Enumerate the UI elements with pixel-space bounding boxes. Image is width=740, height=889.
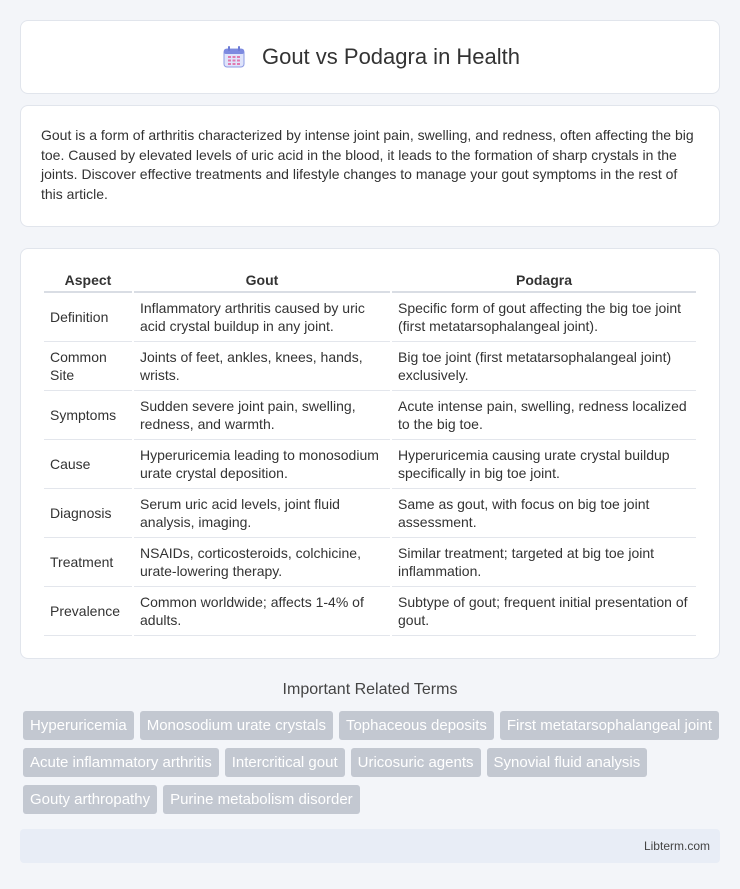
related-term-tag[interactable]: Monosodium urate crystals bbox=[140, 711, 333, 740]
column-header-podagra: Podagra bbox=[392, 269, 696, 293]
related-term-tag[interactable]: Acute inflammatory arthritis bbox=[23, 748, 219, 777]
table-cell-aspect: Cause bbox=[44, 440, 132, 489]
table-cell-podagra: Similar treatment; targeted at big toe joint inflammation. bbox=[392, 538, 696, 587]
table-cell-podagra: Same as gout, with focus on big toe joint assessment. bbox=[392, 489, 696, 538]
related-term-tag[interactable]: Uricosuric agents bbox=[351, 748, 481, 777]
table-cell-gout: Inflammatory arthritis caused by uric acid crystal buildup in any joint. bbox=[134, 293, 390, 342]
intro-text: Gout is a form of arthritis characterized by intense joint pain, swelling, and redness, often affecting the big toe. Caused by elevated levels of uric acid in the blood, it leads to the formation of sharp crystals in the joints. Discover effective treatments and lifestyle changes to manage your gout symptoms in the rest of this article. bbox=[41, 127, 694, 202]
related-term-tag[interactable]: Tophaceous deposits bbox=[339, 711, 494, 740]
related-terms-list bbox=[23, 711, 720, 814]
related-term-tag[interactable]: Purine metabolism disorder bbox=[163, 785, 360, 814]
table-cell-gout: NSAIDs, corticosteroids, colchicine, urate-lowering therapy. bbox=[134, 538, 390, 587]
page-header bbox=[20, 20, 720, 94]
table-row bbox=[44, 293, 696, 342]
table-cell-gout: Sudden severe joint pain, swelling, redness, and warmth. bbox=[134, 391, 390, 440]
table-row bbox=[44, 538, 696, 587]
table-cell-aspect: Common Site bbox=[44, 342, 132, 391]
table-cell-gout: Serum uric acid levels, joint fluid analysis, imaging. bbox=[134, 489, 390, 538]
table-cell-aspect: Definition bbox=[44, 293, 132, 342]
calendar-icon bbox=[220, 43, 248, 71]
table-cell-aspect: Symptoms bbox=[44, 391, 132, 440]
comparison-table bbox=[42, 269, 698, 636]
related-term-tag[interactable]: Intercritical gout bbox=[225, 748, 345, 777]
related-term-tag[interactable]: Hyperuricemia bbox=[23, 711, 134, 740]
footer bbox=[20, 829, 720, 863]
table-row bbox=[44, 489, 696, 538]
table-cell-gout: Joints of feet, ankles, knees, hands, wrists. bbox=[134, 342, 390, 391]
table-row bbox=[44, 587, 696, 636]
table-row bbox=[44, 342, 696, 391]
related-terms-title: Important Related Terms bbox=[282, 681, 458, 699]
table-cell-gout: Common worldwide; affects 1-4% of adults. bbox=[134, 587, 390, 636]
table-cell-podagra: Big toe joint (first metatarsophalangeal joint) exclusively. bbox=[392, 342, 696, 391]
table-cell-aspect: Prevalence bbox=[44, 587, 132, 636]
comparison-table-card bbox=[20, 248, 720, 659]
column-header-aspect: Aspect bbox=[44, 269, 132, 293]
table-row bbox=[44, 391, 696, 440]
related-term-tag[interactable]: Synovial fluid analysis bbox=[487, 748, 648, 777]
table-cell-aspect: Treatment bbox=[44, 538, 132, 587]
footer-link[interactable]: Libterm.com bbox=[643, 839, 710, 854]
page-title: Gout vs Podagra in Health bbox=[261, 44, 521, 69]
related-term-tag[interactable]: Gouty arthropathy bbox=[23, 785, 157, 814]
table-cell-podagra: Specific form of gout affecting the big toe joint (first metatarsophalangeal joint). bbox=[392, 293, 696, 342]
table-header-row bbox=[44, 269, 696, 293]
table-cell-podagra: Hyperuricemia causing urate crystal buildup specifically in big toe joint. bbox=[392, 440, 696, 489]
intro-section bbox=[20, 105, 720, 227]
column-header-gout: Gout bbox=[134, 269, 390, 293]
table-cell-podagra: Subtype of gout; frequent initial presentation of gout. bbox=[392, 587, 696, 636]
table-cell-gout: Hyperuricemia leading to monosodium urate crystal deposition. bbox=[134, 440, 390, 489]
table-row bbox=[44, 440, 696, 489]
related-term-tag[interactable]: First metatarsophalangeal joint bbox=[500, 711, 719, 740]
table-cell-podagra: Acute intense pain, swelling, redness localized to the big toe. bbox=[392, 391, 696, 440]
table-cell-aspect: Diagnosis bbox=[44, 489, 132, 538]
